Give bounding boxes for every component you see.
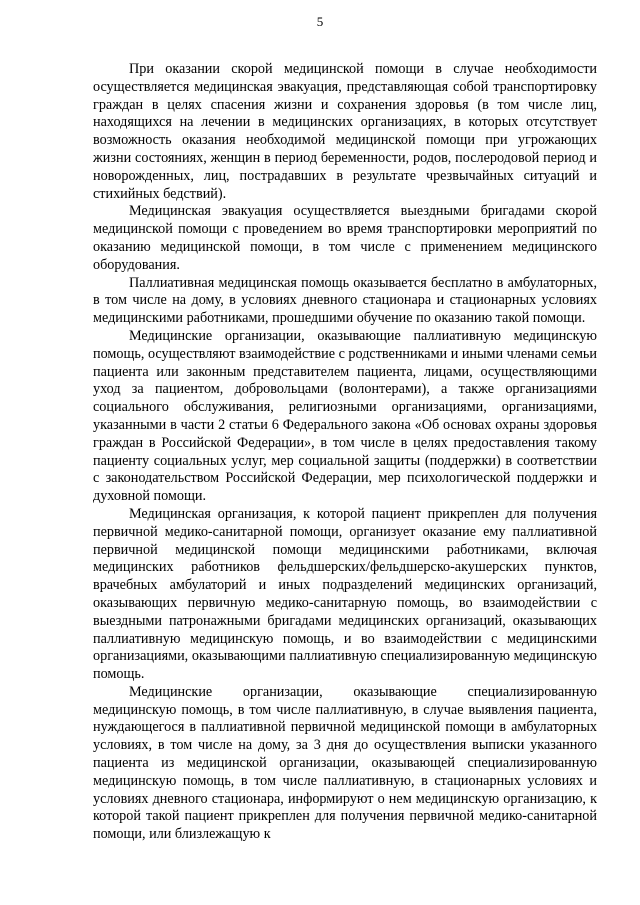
paragraph-evacuation-brigades: Медицинская эвакуация осуществляется выездными бригадами скорой медицинской помощи с проведением во время транспортировки мероприятий по оказанию медицинской помощи, в том числе с применением медицинского оборудования. [93,203,597,273]
paragraph-primary-care-organization: Медицинская организация, к которой пациент прикреплен для получения первичной медико-санитарной помощи, организует оказание ему паллиативной первичной медицинской помощи медицинскими работниками, включая медицинских работников фельдшерских/фельдшерско-акушерских пунктов, врачебных амбулаторий и иных подразделений медицинских организаций, оказывающих первичную медико-санитарную помощь, во взаимодействии с выездными патронажными бригадами медицинских организаций, оказывающих паллиативную медицинскую помощь, и во взаимодействии с медицинскими организациями, оказывающими паллиативную специализированную медицинскую помощь. [93,505,597,683]
paragraph-palliative-organizations: Медицинские организации, оказывающие паллиативную медицинскую помощь, осуществляют взаимодействие с родственниками и иными членами семьи пациента или законным представителем пациента, лицами, осуществляющими уход за пациентом, добровольцами (волонтерами), а также организациями социального обслуживания, религиозными организациями, организациями, указанными в части 2 статьи 6 Федерального закона «Об основах охраны здоровья граждан в Российской Федерации», в том числе в целях предоставления такому пациенту социальных услуг, мер социальной защиты (поддержки) в соответствии с законодательством Российской Федерации, мер психологической поддержки и духовной помощи. [93,327,597,505]
paragraph-specialized-care: Медицинские организации, оказывающие специализированную медицинскую помощь, в том числе паллиативную, в случае выявления пациента, нуждающегося в паллиативной первичной медицинской помощи в амбулаторных условиях, в том числе на дому, за 3 дня до осуществления выписки указанного пациента из медицинской организации, оказывающей специализированную медицинскую помощь, в том числе паллиативную, в стационарных условиях и условиях дневного стационара, информируют о нем медицинскую организацию, к которой такой пациент прикреплен для получения первичной медико-санитарной помощи, или близлежащую к [93,683,597,843]
body-text [93,61,597,844]
paragraph-medical-evacuation: При оказании скорой медицинской помощи в случае необходимости осуществляется медицинская эвакуация, представляющая собой транспортировку граждан в целях спасения жизни и сохранения здоровья (в том числе лиц, находящихся на лечении в медицинских организациях, в которых отсутствует возможность оказания необходимой медицинской помощи при угрожающих жизни состояниях, женщин в период беременности, родов, послеродовой период и новорожденных, лиц, пострадавших в результате чрезвычайных ситуаций и стихийных бедствий). [93,61,597,202]
page-number: 5 [316,14,324,29]
paragraph-palliative-care: Паллиативная медицинская помощь оказывается бесплатно в амбулаторных, в том числе на дому, в условиях дневного стационара и стационарных условиях медицинскими работниками, прошедшими обучение по оказанию такой помощи. [93,274,597,327]
